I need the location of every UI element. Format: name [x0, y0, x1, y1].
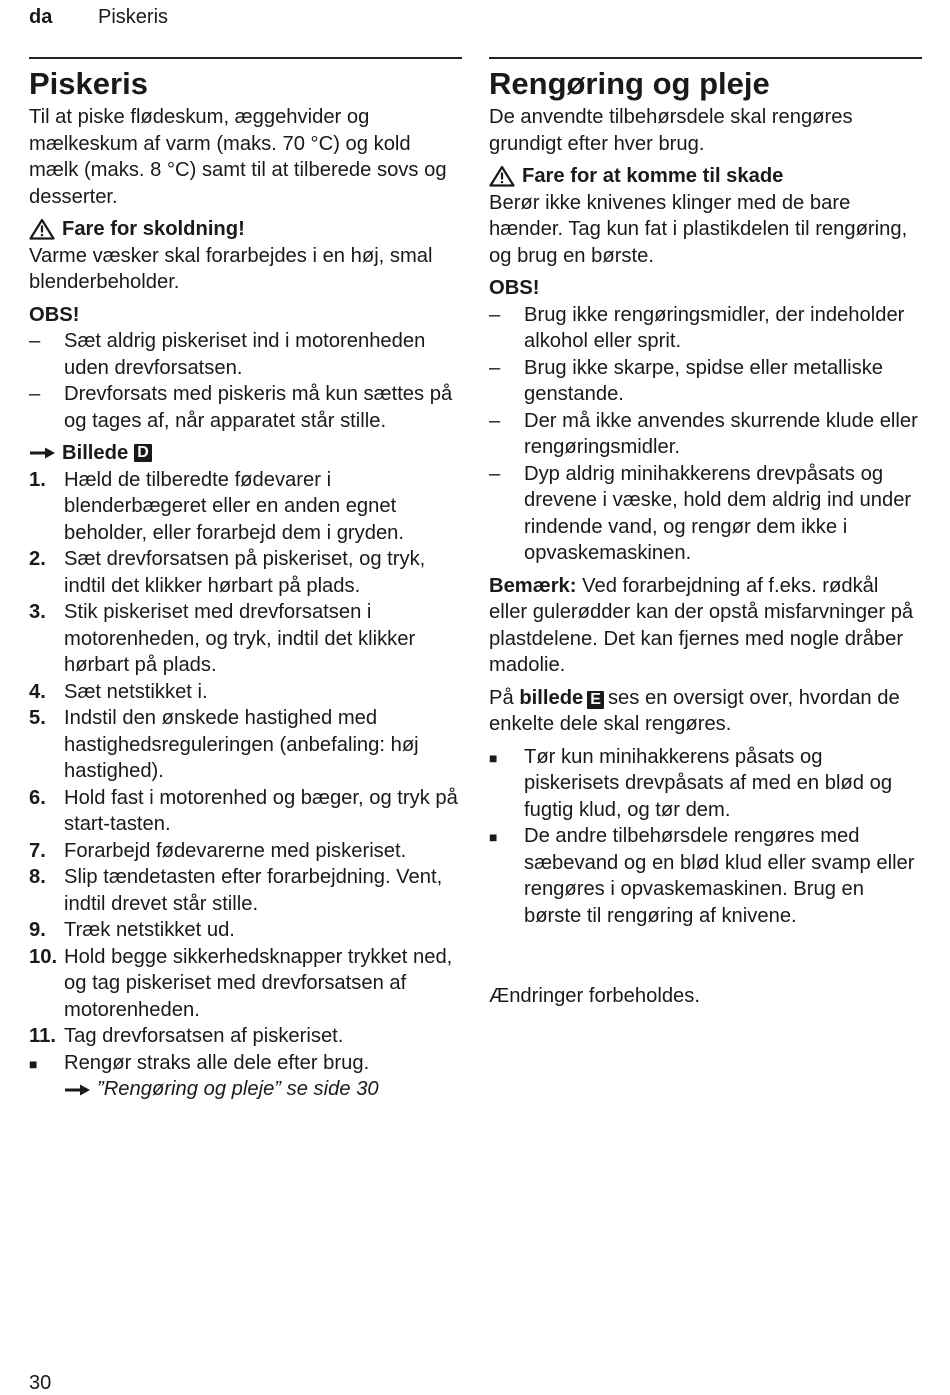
step-item: 6. Hold fast i motorenhed og bæger, og tryk på start-tasten. — [29, 786, 458, 835]
final-bullet-item: ■ Rengør straks alle dele efter brug. ”Rengøring og pleje” se side 30 — [29, 1051, 379, 1100]
warning-triangle-icon — [29, 218, 55, 240]
right-column — [489, 57, 922, 1016]
warning-heading — [489, 163, 922, 190]
step-item: 11. Tag drevforsatsen af piskeriset. — [29, 1025, 344, 1047]
right-arrow-icon — [29, 446, 56, 460]
figure-letter-badge: D — [134, 444, 152, 462]
dash-bullet: – — [489, 409, 501, 432]
list-item: – Der må ikke anvendes skurrende klude eller rengøringsmidler. — [489, 409, 918, 458]
intro-text: De anvendte tilbehørsdele skal rengøres grundigt efter hver brug. — [489, 106, 853, 155]
square-bullet-icon: ■ — [489, 749, 498, 766]
section-title-piskeris: Piskeris — [29, 66, 148, 101]
cleaning-bullet-list — [489, 744, 922, 930]
step-item: 9. Træk netstikket ud. — [29, 919, 235, 941]
obs-label: OBS! — [29, 303, 80, 326]
figure-letter-badge: E — [587, 691, 604, 709]
language-code: da — [29, 6, 53, 28]
list-item: ■ Tør kun minihakkerens påsats og piskerisets drevpåsats af med en blød og fugtig klud, og tør dem. — [489, 745, 893, 821]
square-bullet-icon: ■ — [489, 829, 498, 845]
right-arrow-icon — [64, 1083, 91, 1097]
step-item: 8. Slip tændetasten efter forarbejdning. Vent, indtil drevet står stille. — [29, 866, 443, 915]
step-item: 10. Hold begge sikkerhedsknapper trykket ned, og tag piskeriset med drevforsatsen af motorenheden. — [29, 945, 453, 1021]
figure-paragraph: På billede E ses en oversigt over, hvordan de enkelte dele skal rengøres. — [489, 686, 900, 735]
section-title-rengoering: Rengøring og pleje — [489, 66, 770, 101]
dash-bullet: – — [29, 383, 41, 405]
intro-text: Til at piske flødeskum, æggehvider og mælkeskum af varm (maks. 70 °C) og kold mælk (maks. 8 °C) samt til at tilberede sovs og desserter. — [29, 106, 447, 208]
obs-label: OBS! — [489, 277, 540, 299]
warning-heading — [29, 216, 462, 243]
warning-triangle-icon — [489, 165, 515, 187]
page-number: 30 — [29, 1372, 52, 1394]
warning-title: Fare for skoldning! — [62, 218, 245, 240]
list-item: – Brug ikke rengøringsmidler, der indeholder alkohol eller sprit. — [489, 303, 905, 352]
figure-label: Billede — [62, 442, 129, 464]
list-item: – Dyp aldrig minihakkerens drevpåsats og drevene i væske, hold dem aldrig ind under rindende vand, og rengør dem ikke i opvaskemaskinen. — [489, 462, 912, 564]
step-item: 2. Sæt drevforsatsen på piskeriset, og tryk, indtil det klikker hørbart på plads. — [29, 548, 426, 597]
list-item: – Drevforsats med piskeris må kun sættes på og tages af, når apparatet står stille. — [29, 383, 453, 432]
obs-list — [29, 328, 462, 434]
dash-bullet: – — [29, 330, 41, 352]
step-item: 1. Hæld de tilberedte fødevarer i blenderbægeret eller en anden egnet beholder, eller forarbejd dem i gryden. — [29, 468, 405, 544]
warning-text: Varme væsker skal forarbejdes i en høj, smal blenderbeholder. — [29, 244, 433, 293]
figure-label: billede — [519, 686, 584, 709]
warning-text: Berør ikke knivenes klinger med de bare hænder. Tag kun fat i plastikdelen til rengøring, og brug en børste. — [489, 191, 908, 267]
page-header — [29, 6, 168, 29]
dash-bullet: – — [489, 356, 501, 379]
step-item: 4. Sæt netstikket i. — [29, 680, 208, 703]
left-column — [29, 57, 462, 1109]
step-item: 5. Indstil den ønskede hastighed med hastighedsreguleringen (anbefaling: høj hastighed). — [29, 707, 419, 782]
header-section: Piskeris — [98, 6, 169, 28]
square-bullet-icon: ■ — [29, 1055, 38, 1072]
cross-reference-link[interactable]: ”Rengøring og pleje” se side 30 — [97, 1078, 379, 1100]
steps-list — [29, 467, 462, 1103]
figure-reference — [29, 440, 462, 467]
note-text: Ved forarbejdning af f.eks. rødkål eller gulerødder kan der opstå misfarvninger på plastdelene. Det kan fjernes med nogle dråber madolie. — [489, 574, 914, 676]
dash-bullet: – — [489, 303, 501, 326]
dash-bullet: – — [489, 462, 501, 485]
list-item: – Sæt aldrig piskeriset ind i motorenheden uden drevforsatsen. — [29, 330, 426, 379]
list-item: ■ De andre tilbehørsdele rengøres med sæbevand og en blød klud eller svamp eller rengøres i opvaskemaskinen. Brug en børste til rengøring af knivene. — [489, 825, 915, 927]
note-paragraph — [489, 573, 922, 679]
list-item: – Brug ikke skarpe, spidse eller metalliske genstande. — [489, 356, 884, 405]
obs-list — [489, 302, 922, 567]
step-item: 7. Forarbejd fødevarerne med piskeriset. — [29, 839, 407, 862]
disclaimer: Ændringer forbeholdes. — [489, 985, 700, 1007]
note-label: Bemærk: — [489, 574, 577, 597]
step-item: 3. Stik piskeriset med drevforsatsen i motorenheden, og tryk, indtil det klikker hørbart på plads. — [29, 601, 416, 676]
warning-title: Fare for at komme til skade — [522, 165, 784, 187]
